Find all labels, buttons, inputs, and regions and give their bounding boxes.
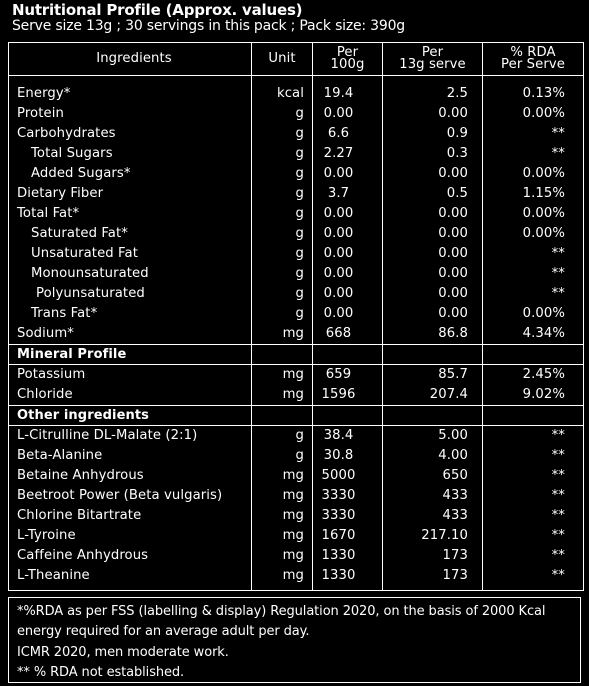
- rda-value: **: [483, 566, 584, 591]
- per-100g-value: 0.00: [313, 304, 383, 324]
- section-cell: [252, 345, 313, 365]
- rda-value: 0.00%: [483, 304, 584, 324]
- per-serve-value: 0.00: [383, 284, 483, 304]
- unit-cell: mg: [252, 466, 313, 486]
- per-serve-value: 0.00: [383, 244, 483, 264]
- unit-cell: g: [252, 144, 313, 164]
- rda-value: **: [483, 446, 584, 466]
- ingredient-name: Trans Fat*: [9, 304, 252, 324]
- unit-cell: kcal: [252, 84, 313, 104]
- per-100g-value: 3330: [313, 486, 383, 506]
- table-row: [9, 526, 584, 546]
- unit-cell: mg: [252, 506, 313, 526]
- header-per-serve-line2: 13g serve: [399, 57, 466, 72]
- rda-value: 0.00%: [483, 104, 584, 124]
- unit-cell: g: [252, 124, 313, 144]
- table-header-row: [9, 43, 584, 76]
- per-serve-value: 0.00: [383, 204, 483, 224]
- per-serve-value: 0.3: [383, 144, 483, 164]
- header-per-100g-line2: 100g: [330, 57, 365, 72]
- rda-value: **: [483, 284, 584, 304]
- table-row: [9, 204, 584, 224]
- section-cell: [483, 406, 584, 426]
- rda-value: **: [483, 466, 584, 486]
- per-100g-value: 0.00: [313, 204, 383, 224]
- ingredient-name: L-Tyroine: [9, 526, 252, 546]
- ingredient-name: Sodium*: [9, 324, 252, 345]
- table-row: [9, 124, 584, 144]
- ingredient-name: L-Citrulline DL-Malate (2:1): [9, 426, 252, 447]
- section-cell: [313, 345, 383, 365]
- table-row: [9, 284, 584, 304]
- section-cell: [313, 406, 383, 426]
- unit-cell: mg: [252, 566, 313, 591]
- rda-value: **: [483, 426, 584, 447]
- ingredient-name: Energy*: [9, 84, 252, 104]
- per-100g-value: 30.8: [313, 446, 383, 466]
- unit-cell: g: [252, 446, 313, 466]
- header-unit: Unit: [252, 43, 313, 76]
- rda-value: **: [483, 506, 584, 526]
- per-100g-value: 0.00: [313, 264, 383, 284]
- per-100g-value: 38.4: [313, 426, 383, 447]
- table-row: [9, 426, 584, 447]
- table-row: [9, 324, 584, 345]
- per-100g-value: 1670: [313, 526, 383, 546]
- table-row: [9, 466, 584, 486]
- header-rda-line2: Per Serve: [501, 57, 565, 72]
- ingredient-name: Chloride: [9, 385, 252, 406]
- table-row: [9, 104, 584, 124]
- nutrition-table: [8, 42, 584, 591]
- section-cell: [483, 345, 584, 365]
- table-row: [9, 486, 584, 506]
- per-100g-value: 0.00: [313, 164, 383, 184]
- section-cell: [383, 406, 483, 426]
- per-100g-value: 5000: [313, 466, 383, 486]
- table-row: [9, 164, 584, 184]
- serve-size-info: Serve size 13g ; 30 servings in this pack ; Pack size: 390g: [12, 18, 405, 34]
- unit-cell: g: [252, 184, 313, 204]
- header-per-serve: [383, 43, 483, 76]
- rda-value: **: [483, 144, 584, 164]
- unit-cell: g: [252, 104, 313, 124]
- per-serve-value: 0.5: [383, 184, 483, 204]
- per-serve-value: 0.00: [383, 224, 483, 244]
- rda-value: **: [483, 546, 584, 566]
- unit-cell: g: [252, 224, 313, 244]
- per-100g-value: 0.00: [313, 284, 383, 304]
- unit-cell: mg: [252, 486, 313, 506]
- table-row: [9, 144, 584, 164]
- ingredient-name: Saturated Fat*: [9, 224, 252, 244]
- per-100g-value: 659: [313, 365, 383, 386]
- other-ingredients-header: [9, 406, 584, 426]
- per-100g-value: 19.4: [313, 84, 383, 104]
- per-serve-value: 207.4: [383, 385, 483, 406]
- ingredient-name: Beetroot Power (Beta vulgaris): [9, 486, 252, 506]
- per-serve-value: 0.00: [383, 104, 483, 124]
- header-rda-line1: % RDA: [510, 45, 556, 60]
- per-serve-value: 0.00: [383, 164, 483, 184]
- header-per-serve-line1: Per: [421, 45, 444, 60]
- rda-value: **: [483, 124, 584, 144]
- per-serve-value: 5.00: [383, 426, 483, 447]
- per-serve-value: 173: [383, 546, 483, 566]
- per-serve-value: 217.10: [383, 526, 483, 546]
- table-row: [9, 264, 584, 284]
- unit-cell: mg: [252, 385, 313, 406]
- per-100g-value: 0.00: [313, 104, 383, 124]
- per-serve-value: 86.8: [383, 324, 483, 345]
- unit-cell: g: [252, 164, 313, 184]
- table-row: [9, 244, 584, 264]
- header-per-100g-line1: Per: [336, 45, 359, 60]
- ingredient-name: Added Sugars*: [9, 164, 252, 184]
- per-serve-value: 4.00: [383, 446, 483, 466]
- ingredient-name: Caffeine Anhydrous: [9, 546, 252, 566]
- label-title: Nutritional Profile (Approx. values): [12, 1, 303, 19]
- ingredient-name: Unsaturated Fat: [9, 244, 252, 264]
- spacer-row: [9, 76, 584, 85]
- per-100g-value: 3330: [313, 506, 383, 526]
- rda-value: 0.00%: [483, 204, 584, 224]
- table-row: [9, 385, 584, 406]
- per-serve-value: 650: [383, 466, 483, 486]
- unit-cell: mg: [252, 365, 313, 386]
- per-100g-value: 1596: [313, 385, 383, 406]
- footnotes-box: [8, 597, 581, 683]
- unit-cell: g: [252, 284, 313, 304]
- section-title: Mineral Profile: [9, 345, 252, 365]
- rda-value: 2.45%: [483, 365, 584, 386]
- section-title: Other ingredients: [9, 406, 252, 426]
- per-100g-value: 1330: [313, 546, 383, 566]
- per-100g-value: 0.00: [313, 244, 383, 264]
- per-serve-value: 0.00: [383, 304, 483, 324]
- mineral-profile-header: [9, 345, 584, 365]
- rda-value: **: [483, 486, 584, 506]
- table-row: [9, 365, 584, 386]
- per-serve-value: 85.7: [383, 365, 483, 386]
- per-serve-value: 2.5: [383, 84, 483, 104]
- per-100g-value: 1330: [313, 566, 383, 591]
- footnote-line: ** % RDA not established.: [17, 664, 185, 680]
- ingredient-name: L-Theanine: [9, 566, 252, 591]
- per-100g-value: 3.7: [313, 184, 383, 204]
- ingredient-name: Potassium: [9, 365, 252, 386]
- unit-cell: g: [252, 264, 313, 284]
- ingredient-name: Total Sugars: [9, 144, 252, 164]
- rda-value: 9.02%: [483, 385, 584, 406]
- rda-value: **: [483, 526, 584, 546]
- rda-value: 0.00%: [483, 164, 584, 184]
- rda-value: 1.15%: [483, 184, 584, 204]
- unit-cell: mg: [252, 546, 313, 566]
- table-row: [9, 446, 584, 466]
- ingredient-name: Betaine Anhydrous: [9, 466, 252, 486]
- footnote-line: ICMR 2020, men moderate work.: [17, 644, 229, 660]
- per-serve-value: 433: [383, 486, 483, 506]
- rda-value: **: [483, 264, 584, 284]
- ingredient-name: Dietary Fiber: [9, 184, 252, 204]
- header-ingredients: Ingredients: [9, 43, 252, 76]
- per-serve-value: 173: [383, 566, 483, 591]
- ingredient-name: Chlorine Bitartrate: [9, 506, 252, 526]
- unit-cell: g: [252, 204, 313, 224]
- ingredient-name: Protein: [9, 104, 252, 124]
- section-cell: [383, 345, 483, 365]
- rda-value: 0.13%: [483, 84, 584, 104]
- unit-cell: g: [252, 304, 313, 324]
- unit-cell: g: [252, 244, 313, 264]
- ingredient-name: Carbohydrates: [9, 124, 252, 144]
- per-serve-value: 0.9: [383, 124, 483, 144]
- per-100g-value: 6.6: [313, 124, 383, 144]
- rda-value: 4.34%: [483, 324, 584, 345]
- table-body: [9, 76, 584, 591]
- ingredient-name: Monounsaturated: [9, 264, 252, 284]
- table-row: [9, 546, 584, 566]
- ingredient-name: Polyunsaturated: [9, 284, 252, 304]
- per-100g-value: 2.27: [313, 144, 383, 164]
- ingredient-name: Total Fat*: [9, 204, 252, 224]
- ingredient-name: Beta-Alanine: [9, 446, 252, 466]
- header-per-100g: [313, 43, 383, 76]
- table-row: [9, 184, 584, 204]
- table-row: [9, 566, 584, 591]
- per-serve-value: 0.00: [383, 264, 483, 284]
- rda-value: 0.00%: [483, 224, 584, 244]
- table-row: [9, 304, 584, 324]
- header-rda: [483, 43, 584, 76]
- footnote-line: energy required for an average adult per day.: [17, 624, 310, 640]
- section-cell: [252, 406, 313, 426]
- label-header: [12, 2, 582, 35]
- per-100g-value: 668: [313, 324, 383, 345]
- per-serve-value: 433: [383, 506, 483, 526]
- table-row: [9, 506, 584, 526]
- unit-cell: mg: [252, 526, 313, 546]
- per-100g-value: 0.00: [313, 224, 383, 244]
- table-row: [9, 84, 584, 104]
- table-row: [9, 224, 584, 244]
- unit-cell: mg: [252, 324, 313, 345]
- footnote-line: *%RDA as per FSS (labelling & display) Regulation 2020, on the basis of 2000 Kcal: [17, 604, 546, 619]
- rda-value: **: [483, 244, 584, 264]
- unit-cell: g: [252, 426, 313, 447]
